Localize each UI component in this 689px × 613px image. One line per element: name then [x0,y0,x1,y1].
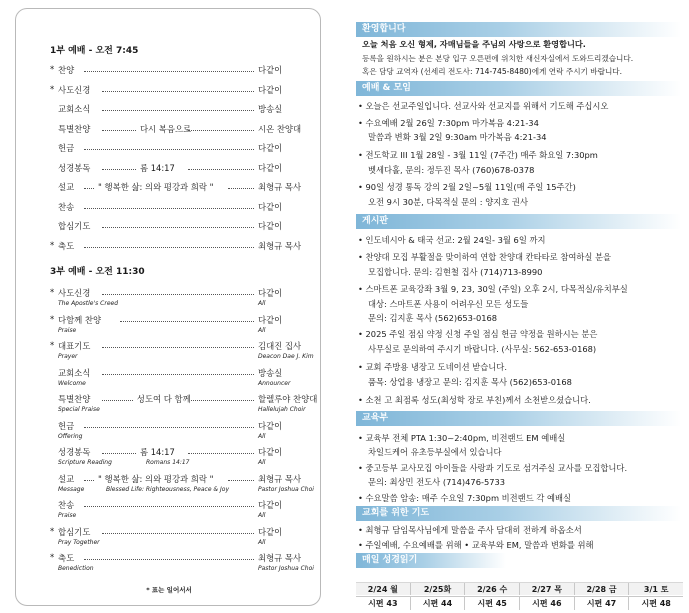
service3-title: 3부 예배 - 오전 11:30 [50,267,145,277]
board-line: 대상: 스마트폰 사용이 어려우신 모든 성도들 [368,299,529,309]
education-header: 교육부 [356,411,681,426]
welcome-line: 등록을 원하시는 분은 본당 입구 오른편에 위치한 새신자실에서 도와드리겠습니다. [362,54,634,63]
order-item-leader: 다같이 [258,314,283,325]
bible-day: 2/27 목 [520,583,575,595]
order-item-leader: 다같이 [258,447,283,457]
order-item-english: Scripture Reading [58,459,112,466]
order-item-leader: 방송실 [258,367,283,378]
order-item-leader: 다같이 [258,526,283,537]
order-item-english-leader: All [258,512,266,519]
welcome-line: 혹은 담당 교역자 (선세리 전도사: 714-745-8480)에게 연락 주시기 바랍니다. [362,67,623,76]
order-item-label: 찬양 [58,65,75,75]
education-line: • 교육부 전체 PTA 1:30~2:40pm, 비전랜드 EM 예배실 [358,433,566,443]
order-item-label: 특별찬양 [58,123,91,134]
standing-marker: * [50,525,55,536]
order-item-english-leader: Deacon Dae J. Kim [258,353,314,360]
prayer-line: • 최형규 담임목사님에게 말씀을 주사 담대히 전하게 하옵소서 [358,525,582,535]
order-row [50,552,320,566]
bible-day: 2/25화 [411,583,466,595]
order-item-leader: 방송실 [258,104,283,114]
order-item-label: 합심기도 [58,221,91,231]
order-item-english-leader: All [258,300,266,307]
order-row [50,142,320,156]
order-row [50,314,320,328]
order-item-english: Benediction [58,565,94,572]
standing-marker: * [50,340,55,350]
order-item-label: 대표기도 [58,341,91,351]
board-line: • 찬양대 모집 부활절을 맞이하여 연합 찬양대 칸타타로 참여하실 분을 [358,252,612,262]
worship-line: • 수요예배 2월 26일 7:30pm 마가복음 4:21-34 [358,118,539,128]
order-item-english: Pray Together [58,538,100,546]
order-item-english-leader: Pastor Joshua Choi [258,565,314,572]
order-item-leader: 시온 찬양대 [258,123,302,134]
board-line: 품목: 상업용 냉장고 문의: 김지훈 목사 (562)653-0168 [368,377,572,387]
education-line: 차일드케어 유초등부실에서 있습니다 [368,447,502,457]
order-row [50,526,320,540]
order-item-english-leader: All [258,459,266,466]
board-line: 모집합니다. 문의: 김현철 집사 (714)713-8990 [368,267,543,277]
bible-passage: 시편 48 [641,599,671,608]
order-row [50,162,320,176]
order-row [50,181,320,195]
order-item-leader: 다같이 [258,500,283,510]
board-line: • 스마트폰 교육강좌 3월 9, 23, 30일 (주일) 오후 2시, 다목적실/유치부실 [358,284,628,294]
worship-header: 예배 & 모임 [356,81,681,96]
board-line: 사무실로 문의하여 주시기 바랍니다. (사무실: 562-653-0168) [368,344,597,354]
board-line: 문의: 김지훈 목사 (562)653-0168 [368,313,498,323]
standing-marker: * [50,64,55,74]
order-item-label: 성경봉독 [58,447,91,457]
order-row [50,393,320,407]
order-item-leader: 다같이 [258,420,283,431]
order-item-label: 사도신경 [58,84,91,95]
welcome-header: 환영합니다 [356,22,681,37]
worship-line: 말씀과 변화 3월 2일 9:30am 마가복음 4:21-34 [368,132,547,142]
order-row [50,240,320,254]
order-item-english: Praise [58,512,77,519]
order-item-english: Welcome [58,379,86,387]
order-item-english-leader: Announcer [258,379,291,387]
standing-marker: * [50,552,55,562]
order-item-english-leader: All [258,538,266,546]
order-item-label: 찬송 [58,500,75,510]
order-row [50,103,320,117]
board-header: 게시판 [356,214,681,229]
bible-passage: 시편 45 [465,597,520,610]
bible-reading-days [356,582,683,595]
order-item-leader: 다같이 [258,65,283,75]
standing-marker: * [50,313,55,324]
bible-passage: 시편 47 [575,597,630,610]
order-row [50,64,320,78]
order-item-label: 교회소식 [58,367,91,378]
order-item-label: 다함께 찬양 [58,314,102,325]
order-row [50,340,320,354]
standing-marker: * [50,239,55,250]
standing-marker: * [50,83,55,94]
order-item-english: Special Praise [58,406,100,413]
order-item-english: Offering [58,432,83,440]
order-item-english-detail: Blessed Life: Righteousness, Peace & Joy [106,485,229,493]
order-item-english: The Apostle's Creed [58,300,119,307]
order-item-english-leader: All [258,326,266,334]
order-item-leader: 할렐루야 찬양대 [258,394,318,404]
order-row [50,446,320,460]
order-item-leader: 김대진 집사 [258,341,302,351]
education-line: • 수요말씀 암송: 매주 수요일 7:30pm 비전랜드 각 예배실 [358,493,572,503]
order-item-english-leader: Pastor Joshua Choi [258,485,314,493]
order-item-detail: 롬 14:17 [139,162,175,173]
order-row [50,84,320,98]
bible-day: 2/24 월 [356,583,411,595]
order-item-label: 합심기도 [58,526,91,537]
bulletin-order-card [15,8,321,606]
standing-marker: * [50,287,55,297]
worship-line: 오전 9시 30분, 다목적실 문의 : 양지호 권사 [368,197,528,207]
order-row [50,367,320,381]
bible-reading-passages [356,596,683,610]
order-item-label: 찬송 [58,201,75,212]
prayer-header: 교회를 위한 기도 [356,506,681,521]
order-item-label: 설교 [58,473,75,484]
bible-reading-header: 매일 성경읽기 [356,553,506,568]
order-item-label: 헌금 [58,420,75,431]
board-line: • 소천 고 최점록 성도(최성학 장로 부친)께서 소천받으셨습니다. [358,395,591,405]
order-item-detail: 다시 복음으로 [139,123,192,134]
standing-footnote: * 표는 일어서서 [146,586,192,594]
order-item-leader: 다같이 [258,201,283,212]
prayer-line: • 주일예배, 수요예배를 위해 • 교육부와 EM, 말씀과 변화를 위해 [358,540,594,550]
order-item-english: Praise [58,326,77,334]
board-line: • 2025 주일 점심 약정 신청 주일 점심 헌금 약정을 원하시는 분은 [358,329,598,339]
bible-day: 2/26 수 [465,583,520,595]
worship-line: • 전도학교 III 1월 28일 - 3월 11일 (7주간) 매주 화요일 7:30pm [358,150,598,160]
order-item-detail: " 행복한 삶: 의와 평강과 희락 " [98,473,214,484]
worship-line: • 오늘은 선교주일입니다. 선교사와 선교지를 위해서 기도해 주십시오 [358,101,609,111]
welcome-line: 오늘 처음 오신 형제, 자매님들을 주님의 사랑으로 환영합니다. [362,39,586,49]
education-line: • 중고등부 교사모집 아이들을 사랑과 기도로 섬겨주실 교사를 모집합니다. [358,463,628,473]
order-row [50,201,320,215]
worship-line: • 90일 성경 통독 강의 2월 2일~5월 11일(매 주일 15주간) [358,182,576,192]
bible-day: 3/1 토 [629,583,683,595]
order-item-label: 사도신경 [58,288,91,298]
order-item-leader: 다같이 [258,221,283,231]
order-item-leader: 최형규 목사 [258,240,302,251]
education-line: 문의: 최상민 전도사 (714)476-5733 [368,477,506,487]
order-item-label: 성경봉독 [58,162,91,173]
bible-passage: 시편 43 [356,597,411,610]
order-item-leader: 최형규 목사 [258,182,302,192]
order-item-leader: 다같이 [258,84,283,95]
order-item-label: 축도 [58,240,75,251]
order-item-english-leader: Hallelujah Choir [258,406,306,413]
order-row [50,473,320,487]
order-row [50,420,320,434]
board-line: • 인도네시아 & 태국 선교: 2월 24일- 3월 6일 까지 [358,235,546,245]
order-item-english-detail: Romans 14:17 [146,459,190,466]
order-row [50,499,320,513]
order-item-label: 설교 [58,182,75,192]
order-item-leader: 다같이 [258,143,283,153]
order-item-detail: 롬 14:17 [139,447,175,457]
bible-passage: 시편 44 [411,597,466,610]
order-item-leader: 최형규 목사 [258,553,302,563]
worship-line: 벳세다홀, 문의: 정두진 목사 (760)678-0378 [368,165,535,175]
order-item-label: 축도 [58,553,75,563]
order-item-leader: 다같이 [258,288,283,298]
service1-title: 1부 예배 - 오전 7:45 [50,46,139,56]
bible-day: 2/28 금 [575,583,630,595]
order-item-label: 헌금 [58,143,75,153]
order-item-leader: 다같이 [258,162,283,173]
order-item-detail: " 행복한 삶: 의와 평강과 희락 " [98,182,214,192]
board-line: • 교회 주방용 냉장고 도네이션 받습니다. [358,362,507,372]
order-item-detail: 성도여 다 함께 [136,394,191,404]
order-item-english: Prayer [58,353,78,360]
order-item-label: 교회소식 [58,104,91,114]
order-row [50,220,320,234]
bible-passage: 시편 46 [520,597,575,610]
order-item-leader: 최형규 목사 [258,473,302,484]
order-item-english: Message [58,485,85,493]
order-row [50,123,320,137]
order-row [50,287,320,301]
order-item-label: 특별찬양 [58,394,91,404]
order-item-english-leader: All [258,432,266,440]
